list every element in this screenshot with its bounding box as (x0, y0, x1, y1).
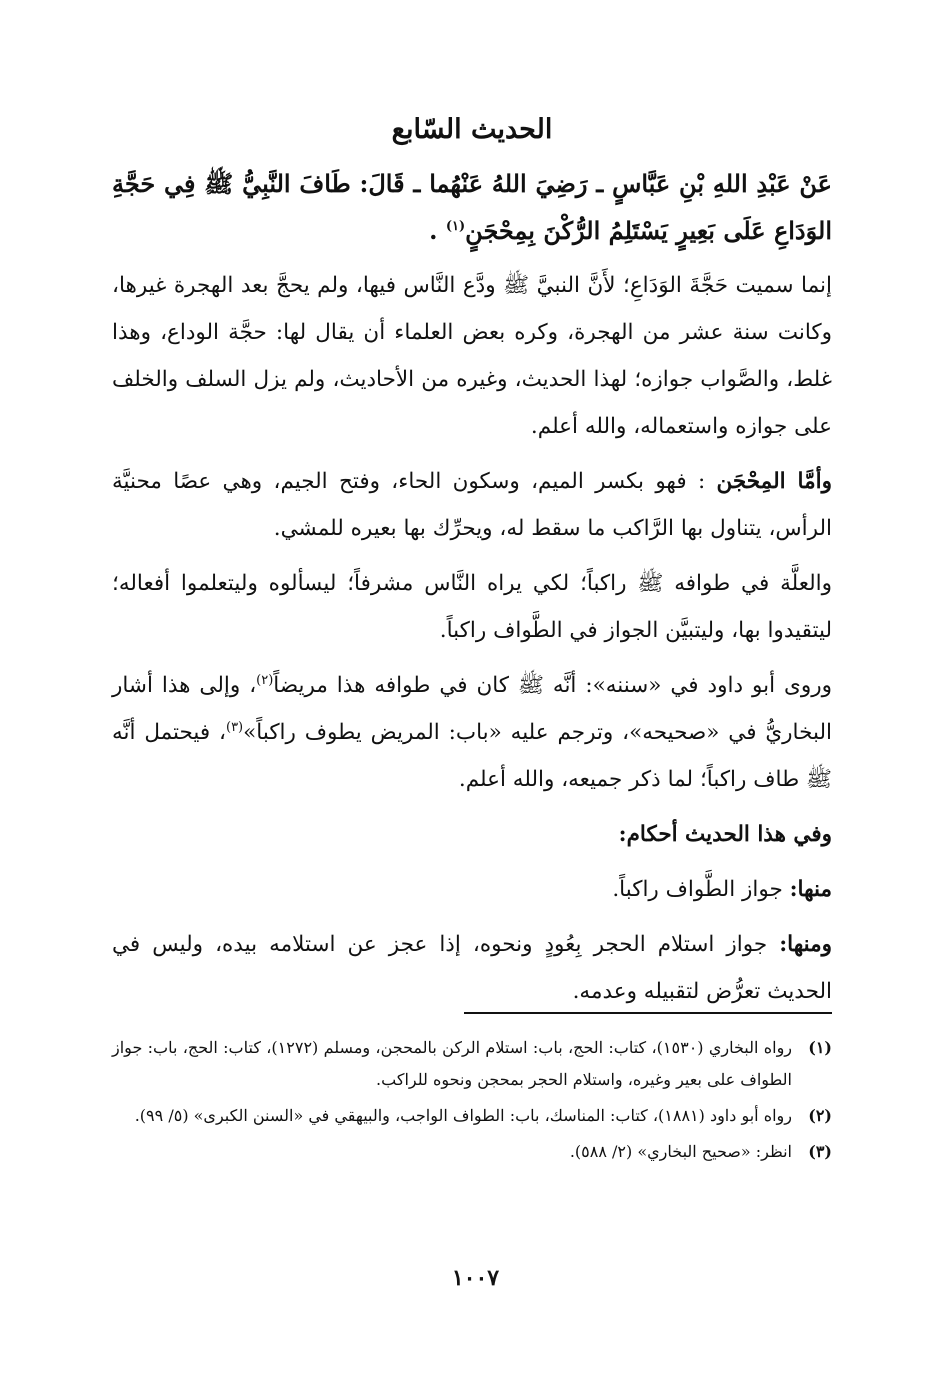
page-body (112, 110, 832, 1023)
hadith-end: . (429, 216, 446, 245)
ruling-1-text: جواز الطَّواف راكباً. (612, 877, 790, 902)
ruling-1-lead: منها: (789, 877, 832, 902)
footnotes (112, 1032, 832, 1172)
paragraph-4-part-c: ، فيحتمل أنَّه ﷺ طاف راكباً؛ لما ذكر جميعه، والله أعلم. (112, 720, 832, 792)
footnote-ref-3: (٣) (225, 719, 244, 735)
footnote-divider (464, 1012, 832, 1014)
ruling-2-lead: ومنها: (779, 932, 832, 957)
page-title: الحديث السّابع (391, 114, 553, 145)
hadith-text (112, 160, 832, 254)
footnote-2-number: (٢) (808, 1106, 832, 1125)
paragraph-2-lead: وأمَّا المِحْجَن (716, 469, 832, 494)
footnote-ref-2: (٢) (256, 672, 274, 688)
footnote-3-number: (٣) (808, 1142, 832, 1161)
paragraph-1: إنما سميت حَجَّةَ الوَدَاعِ؛ لأَنَّ النبيَّ ﷺ ودَّع النَّاس فيها، ولم يحجَّ بعد الهجرة غيرها، وكانت سنة عشر من الهجرة، وكره بعض العلماء أن يقال لها: حجَّة الوداع، وهذا غلط، والصَّواب جوازه؛ لهذا الحديث، وغيره من الأحاديث، ولم يزل السلف والخلف على جوازه واستعماله، والله أعلم. (112, 273, 832, 439)
ruling-2 (112, 921, 832, 1015)
hadith-body: عَنْ عَبْدِ اللهِ بْنِ عَبَّاسٍ ـ رَضِيَ اللهُ عَنْهُما ـ قَالَ: طَافَ النَّبِيُّ ﷺ فِي حَجَّةِ الوَدَاعِ عَلَى بَعِيرٍ يَسْتَلِمُ الرُّكْنَ بِمِحْجَنٍ (112, 169, 832, 245)
footnote-1-text: رواه البخاري (١٥٣٠)، كتاب: الحج، باب: استلام الركن بالمحجن، ومسلم (١٢٧٢)، كتاب: الحج، باب: جواز الطواف على بعير وغيره، واستلام الحجر بمحجن ونحوه للراكب. (112, 1038, 793, 1089)
paragraph-2 (112, 458, 832, 552)
ruling-1 (112, 866, 832, 913)
footnote-ref-1: (١) (445, 219, 466, 234)
paragraph-3: والعلَّة في طوافه ﷺ راكباً؛ لكي يراه النَّاس مشرفاً؛ ليسألوه وليتعلموا أفعاله؛ ليتقيدوا بها، وليتبيَّن الجواز في الطَّواف راكباً. (112, 571, 832, 643)
footnote-3 (112, 1136, 832, 1168)
footnote-2 (112, 1100, 832, 1132)
footnote-1-number: (١) (808, 1038, 832, 1057)
paragraph-2-rest: : فهو بكسر الميم، وسكون الحاء، وفتح الجيم، وهي عصًا محنيَّة الرأس، يتناول بها الرَّاكب ما سقط له، ويحرِّك بها بعيره للمشي. (112, 469, 832, 541)
paragraph-4-part-b: ، وإلى هذا أشار البخاريُّ في «صحيحه»، وترجم عليه «باب: المريض يطوف راكباً» (112, 673, 832, 745)
paragraph-4 (112, 662, 832, 803)
rulings-heading: وفي هذا الحديث أحكام: (618, 822, 832, 847)
paragraph-4-part-a: وروى أبو داود في «سننه»: أنَّه ﷺ كان في طوافه هذا مريضاً (273, 673, 832, 698)
ruling-2-text: جواز استلام الحجر بِعُودٍ ونحوه، إذا عجز عن استلامه بيده، وليس في الحديث تعرُّض لتقبيله وعدمه. (112, 932, 832, 1004)
footnote-1 (112, 1032, 832, 1096)
page-number: ١٠٠٧ (451, 1265, 500, 1291)
footnote-3-text: انظر: «صحيح البخاري» (٢/ ٥٨٨). (569, 1142, 792, 1161)
footnote-2-text: رواه أبو داود (١٨٨١)، كتاب: المناسك، باب: الطواف الواجب، والبيهقي في «السنن الكبرى» (٥/ ٩٩). (134, 1106, 792, 1125)
